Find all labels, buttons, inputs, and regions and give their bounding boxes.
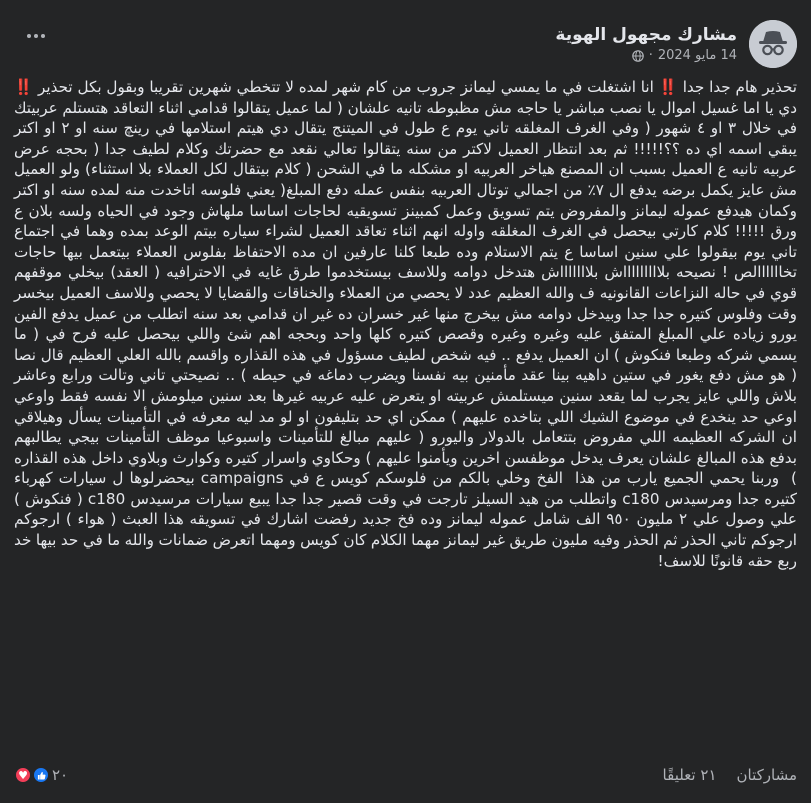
shares-count[interactable]: مشاركتان: [736, 766, 797, 784]
engagement-counts: [663, 766, 797, 784]
author-name[interactable]: مشارك مجهول الهوية: [555, 25, 737, 45]
meta-separator: ·: [648, 48, 653, 63]
more-options-icon[interactable]: [20, 20, 52, 52]
love-icon: ♥: [14, 766, 32, 784]
post-meta: [555, 47, 737, 65]
post-date[interactable]: 14 مايو 2024: [657, 48, 737, 63]
comments-count[interactable]: ٢١ تعليقًا: [662, 766, 717, 784]
post-footer: [14, 760, 797, 790]
author-block: [555, 23, 737, 65]
incognito-icon: [749, 20, 797, 68]
anonymous-avatar[interactable]: [749, 20, 797, 68]
reaction-count[interactable]: ٢٠: [52, 766, 69, 784]
post-text: تحذير هام جدا جدا ‼️ انا اشتغلت في ما يمسي ليمانز جروب من كام شهر لمده لا تتخطي شهرين تقريبا وبقول بكل تحذير ‼️ دي يا اما غسيل اموال يا نصب مباشر يا حاجه مش مظبوطه تانيه علشان ( لما عميل يتقالوا قدامي اثناء التعاقد هتستلم عربيتك في خلال ٣ او ٤ شهور ( وفي الغرف المغلقه تاني يوم ع طول في الميتنج يتقال دي هيتم استلامها في رينچ سنه او ٢ او اكتر يبقي اسمه اي ده ؟؟!!!!! ثم بعد انتظار العميل لاكتر من سنه يتقالوا تعالي نقعد مع حضرتك وكلام لطيف جدا ( بحجه عرض عربيه تانيه ع العميل بسبب ان المصنع هياخر العربيه او مشكله ما في الشحن ( كلام بيتقال لكل العملاء بلا استثناء) ولو العميل مش عايز يكمل برضه يدفع ال ٧٪ من اجمالي توتال العربيه بنفس عمله دفع المبلغ( يعني فلوسه اتاخدت منه لمده سنه او اكتر وكمان هيدفع عموله ليمانز والمفروض يتم تسويق وعمل كمبينز تسويقيه لحاجات اساسا ملهاش وجود في الحياه ولسه بلان ع ورق !!!!! كلام كارتي بيحصل في الغرف المغلقه واوله انهم اثناء تعاقد العميل لشراء سياره بيتم الوعد بمده وهما في اجتماع تاني يوم بيقولوا علي سنين اساسا ع يتم الاستلام وده طبعا كلنا عارفين ان مده الاحتفاظ بفلوس العملاء بيتعمل بيها حاجات تخاااااالص ! نصيحه بلاااااااااش بلاااااااش هتدخل دوامه وللاسف بيستخدموا طرق غايه في الاحترافيه ( العقد) بيخلي موقفهم قوي في حاله النزاعات القانونيه ف والله العظيم عدد لا يحصي من العملاء والخناقات والقضايا لا يحصي وللاسف العميل بيخسر وقت وفلوس كتيره جدا جدا وبيدخل دوامه مش بيخرج منها غير خسران ده غير ان قدامي بعد سنه اتطلب من عميل يدفع الفين يورو زياده علي المبلغ المتفق عليه وغيره وغيره وقصص كتيره كلها واحد وبحجه اهم شئ واللي بيحصل عليه فرح في ( ما يسمي شركه وطبعا فنكوش ) ان العميل يدفع .. فيه شخص لطيف مسؤول في هذه القذاره واقسم بالله العلي العظيم قال نصا ( هو مش دفع يغور في ستين داهيه بينا عقد مأمنين بيه نفسنا ويضرب دماغه في حيطه ) .. نصيحتي تاني وتالت ورابع وعاشر بلاش واللي عايز يجرب لما يقعد سنين ميستلمش عربيته او يتعرض عليه عربيه غيرها بعد سنين ميلومش الا نفسه فقط واوعي اوعي حد ينخدع في موضوع الشيك اللي بتاخده عليهم ) ممكن اي حد بتليفون او لو مد ليه معرفه في التأمينات يسأل وهيلاقي ان الشركه العظيمه اللي مفروض بتتعامل بالدولار واليورو ( عليهم مبالغ للتأمينات واسبوعيا موظف التأمينات بيجي يطالبهم بدفع هذه المبالغ علشان يعرف يدخل موظفسن اخرين ويأمنوا عليهم ) وحكاوي واسرار كتيره وكوارث وبلاوي داخل هذه القذاره ) وربنا يحمي الجميع يارب من هذا الفخ وخلي بالكم من فلوسكم كويس ع في campaigns بيحضرلوها ل سيارات كهرباء كتيره جدا ومرسيدس c180 واتطلب من هيد السيلز تارجت في وقت قصير جدا جدا يبيع سيارات مرسيدس c180 ( فنكوش ) علي وصول علي ٢ مليون ٩٥٠ الف شامل عموله ليمانز وده فخ جديد رفضت اشارك في تسويقه هذا العبث ( هواء ) ارجوكم ارجوكم تاني الحذر ثم الحذر وفيه مليون طريق غير ليمانز مهما الكلام كان كويس ومهما اتعرض ضمانات والله ما في حد بيها خد ربع حقه قانونًا للاسف!: [9, 78, 797, 570]
globe-icon: [632, 50, 644, 62]
like-icon: [32, 766, 50, 784]
reactions-summary[interactable]: [14, 766, 68, 784]
reaction-icons: [14, 766, 46, 784]
post-header: [14, 16, 797, 72]
